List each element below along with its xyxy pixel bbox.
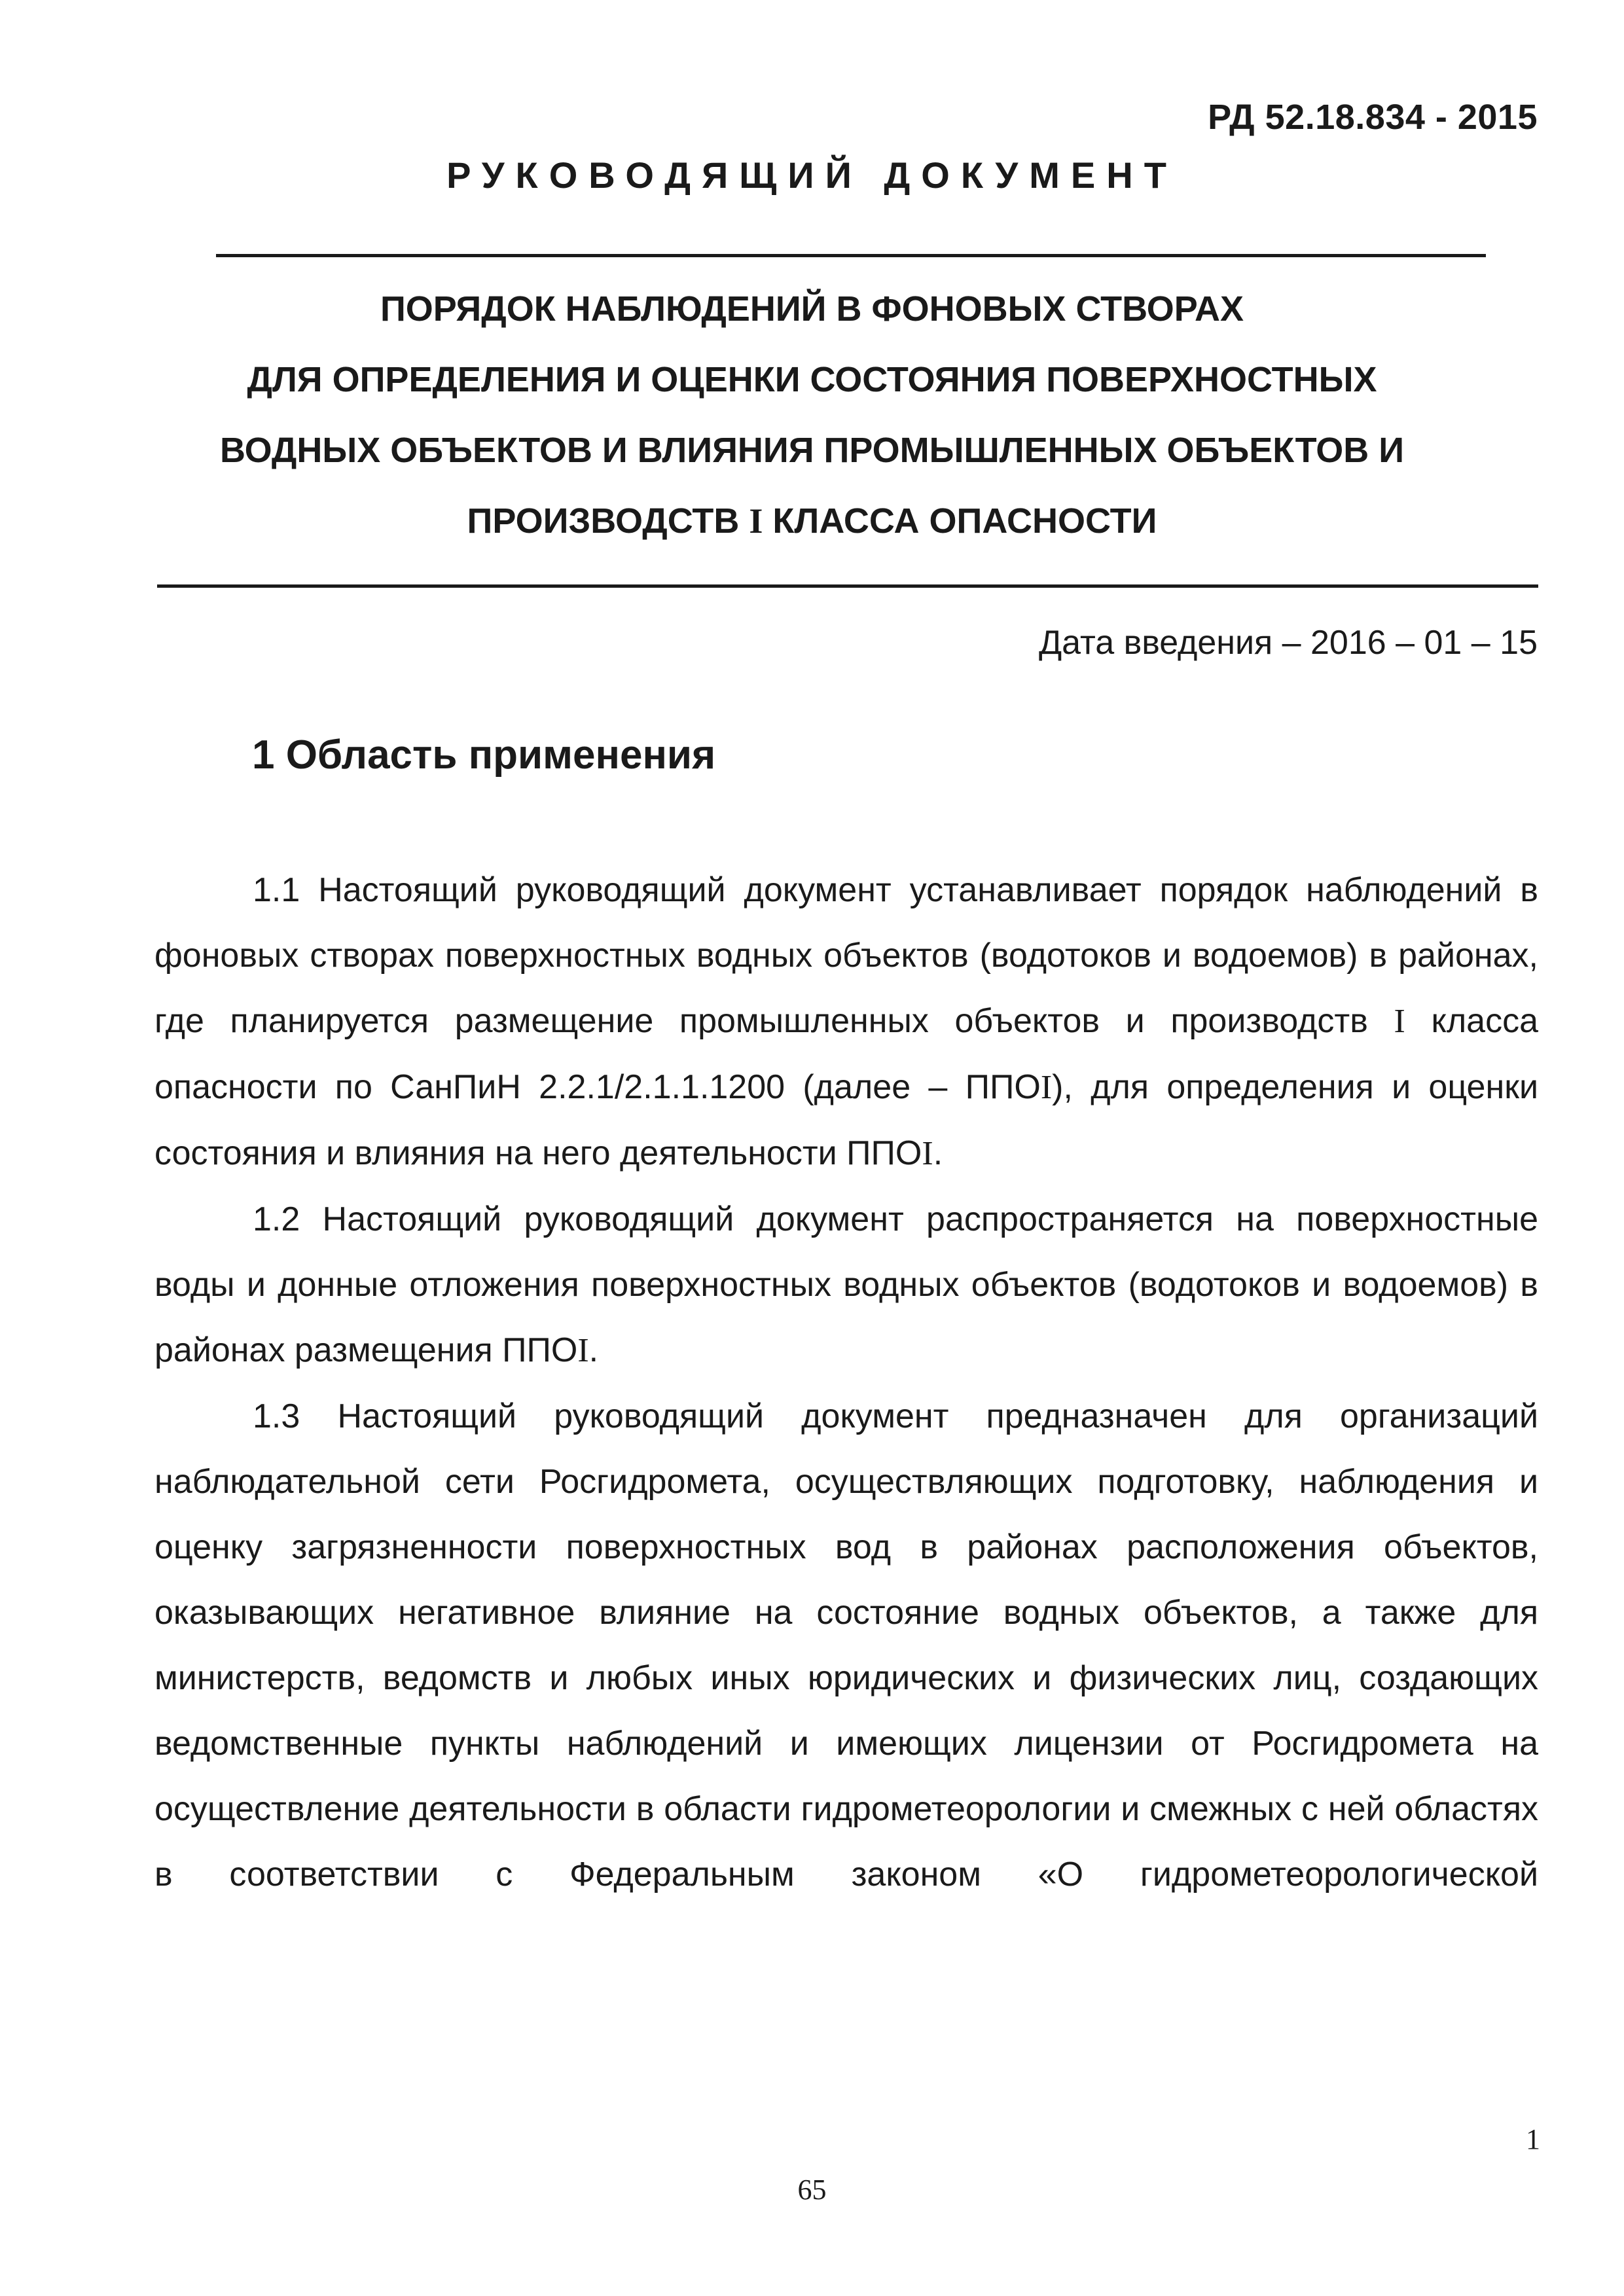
sheet-number: 65 <box>797 2174 827 2206</box>
section-heading: 1 Область применения <box>252 732 716 778</box>
paragraph-1-2 <box>154 1187 1538 1384</box>
title-line-1: ПОРЯДОК НАБЛЮДЕНИЙ В ФОНОВЫХ СТВОРАХ <box>380 289 1244 329</box>
paragraph-1-1-text-c: ), для определения и оценки состояния и влияния на него деятельности ППО <box>154 1068 1538 1172</box>
page-number: 1 <box>1526 2123 1540 2155</box>
title-line-4-start: ПРОИЗВОДСТВ <box>467 501 749 541</box>
paragraph-1-1-text-b: класса опасности по СанПиН 2.2.1/2.1.1.1200 (далее – ППО <box>154 1002 1538 1106</box>
title-line-2: ДЛЯ ОПРЕДЕЛЕНИЯ И ОЦЕНКИ СОСТОЯНИЯ ПОВЕРХНОСТНЫХ <box>247 360 1377 399</box>
title-line-3: ВОДНЫХ ОБЪЕКТОВ И ВЛИЯНИЯ ПРОМЫШЛЕННЫХ ОБЪЕКТОВ И <box>219 431 1405 470</box>
document-title <box>0 274 1624 556</box>
title-line-4-end: КЛАССА ОПАСНОСТИ <box>763 501 1157 541</box>
paragraph-1-2-text-b: . <box>588 1331 599 1369</box>
top-divider <box>216 254 1486 257</box>
paragraph-1-1-text-d: . <box>933 1134 943 1172</box>
bottom-divider <box>157 584 1538 588</box>
roman-numeral: I <box>1394 1003 1405 1040</box>
document-code: РД 52.18.834 - 2015 <box>1208 98 1538 137</box>
paragraph-1-3: 1.3 Настоящий руководящий документ предназначен для организаций наблюдательной сети Росгидромета, осуществляющих подготовку, наблюдения и оценку загрязненности поверхностных вод в районах расположения объектов, оказывающих негативное влияние на состояние водных объектов, а также для министерств, ведомств и любых иных юридических и физических лиц, создающих ведомственные пункты наблюдений и имеющих лицензии от Росгидромета на осуществление деятельности в области гидрометеорологии и смежных с ней областях в соответствии с Федеральным законом «О гидрометеорологической <box>154 1397 1538 1893</box>
roman-numeral: I <box>577 1332 589 1369</box>
title-line-4 <box>0 486 1624 556</box>
section-body <box>154 857 1538 1907</box>
roman-numeral: I <box>922 1135 933 1172</box>
introduction-date: Дата введения – 2016 – 01 – 15 <box>1038 624 1538 662</box>
title-roman-numeral: I <box>749 501 763 541</box>
paragraph-1-2-text-a: 1.2 Настоящий руководящий документ распространяется на поверхностные воды и донные отложения поверхностных водных объектов (водотоков и водоемов) в районах размещения ППО <box>154 1200 1538 1369</box>
roman-numeral: I <box>1040 1069 1053 1106</box>
paragraph-1-1 <box>154 857 1538 1187</box>
paragraph-1-1-text-a: 1.1 Настоящий руководящий документ устанавливает порядок наблюдений в фоновых створах поверхностных водных объектов (водотоков и водоемов) в районах, где планируется размещение промышленных объектов и производств <box>154 871 1538 1040</box>
document-type-heading: РУКОВОДЯЩИЙ ДОКУМЕНТ <box>446 154 1178 196</box>
